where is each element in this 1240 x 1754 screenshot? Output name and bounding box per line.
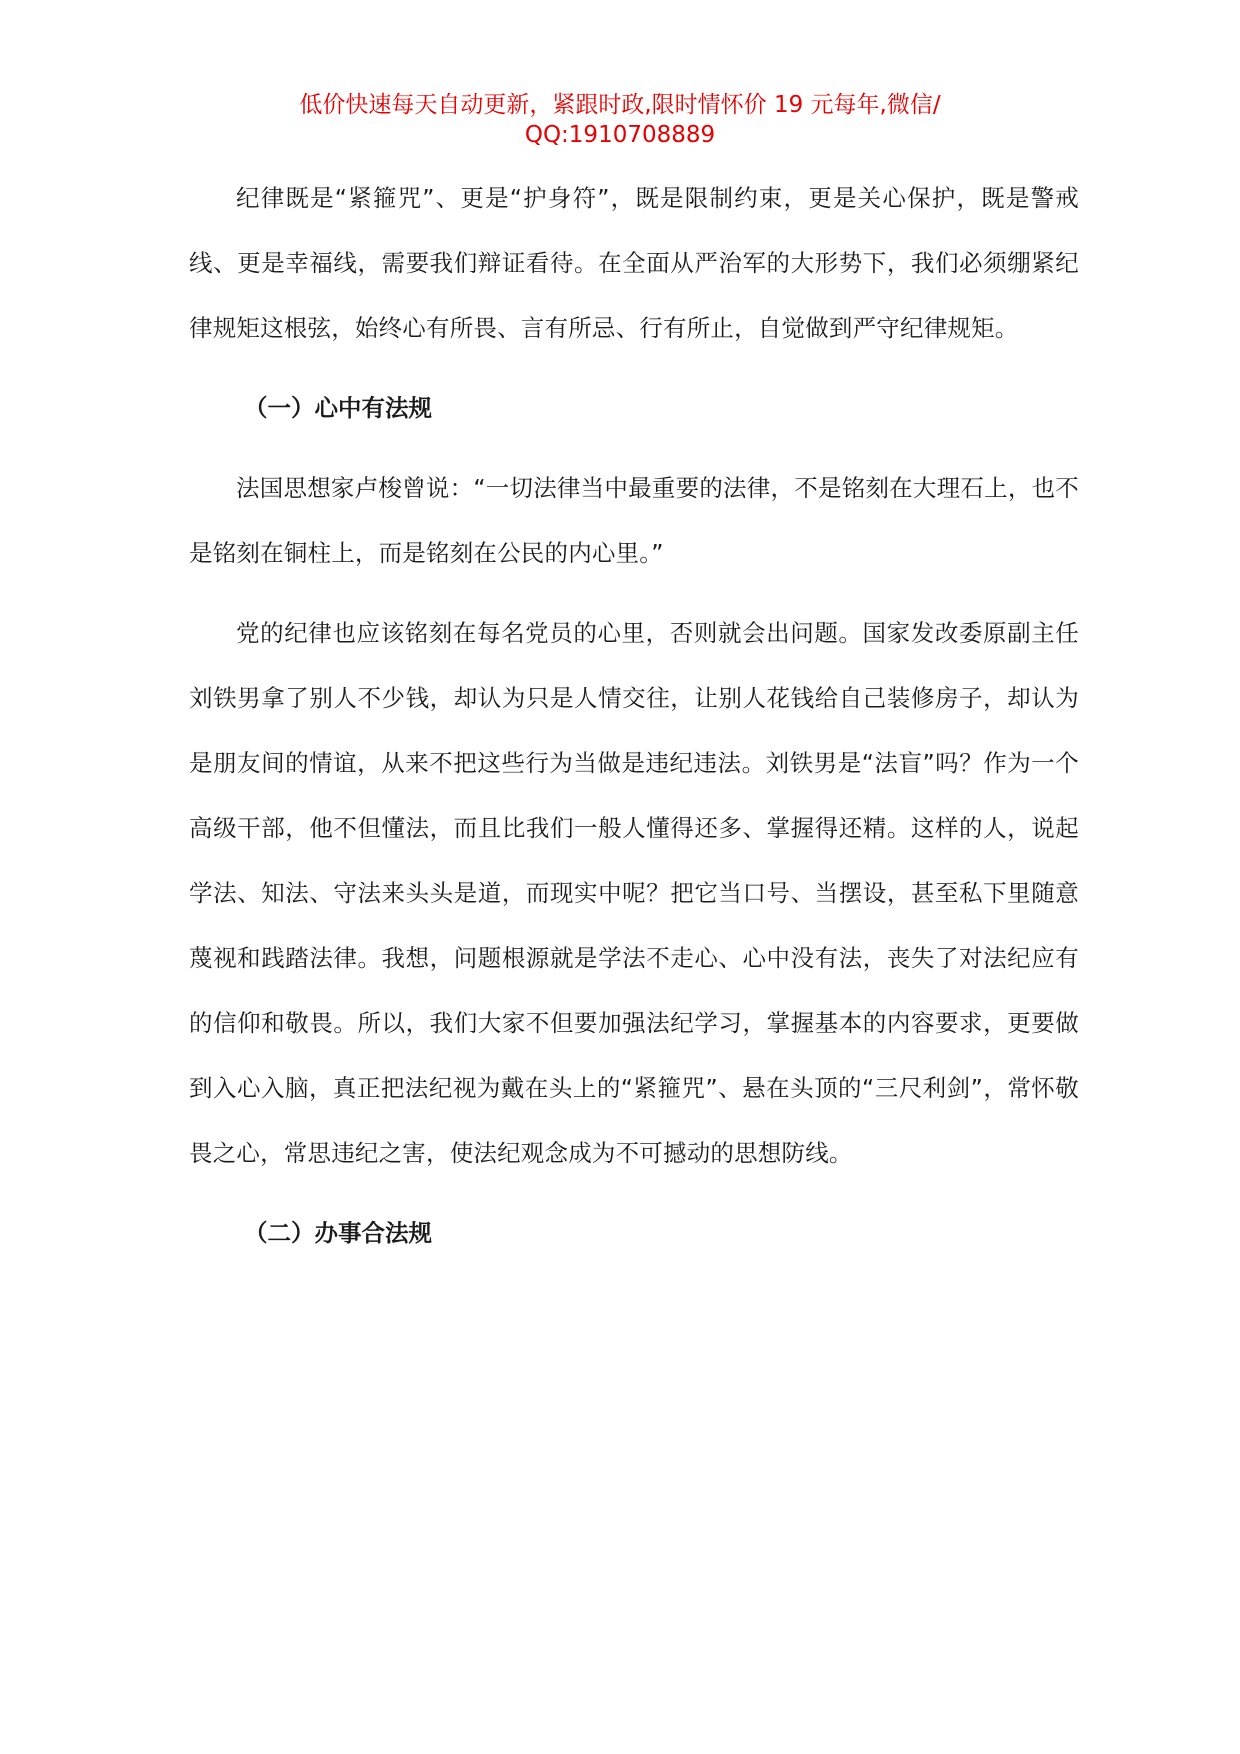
document-body <box>189 166 1079 1266</box>
intro-paragraph: 纪律既是“紧箍咒”、更是“护身符”，既是限制约束，更是关心保护，既是警戒线、更是幸福线，需要我们辩证看待。在全面从严治军的大形势下，我们必须绷紧纪律规矩这根弦，始终心有所畏、言有所忌、行有所止，自觉做到严守纪律规矩。 <box>189 184 1079 342</box>
section-1-paragraph-2: 党的纪律也应该铭刻在每名党员的心里，否则就会出问题。国家发改委原副主任刘铁男拿了别人不少钱，却认为只是人情交往，让别人花钱给自己装修房子，却认为是朋友间的情谊，从来不把这些行为当做是违纪违法。刘铁男是“法盲”吗？作为一个高级干部，他不但懂法，而且比我们一般人懂得还多、掌握得还精。这样的人，说起学法、知法、守法来头头是道，而现实中呢？把它当口号、当摆设，甚至私下里随意蔑视和践踏法律。我想，问题根源就是学法不走心、心中没有法，丧失了对法纪应有的信仰和敬畏。所以，我们大家不但要加强法纪学习，掌握基本的内容要求，更要做到入心入脑，真正把法纪视为戴在头上的“紧箍咒”、悬在头顶的“三尺利剑”，常怀敬畏之心，常思违纪之害，使法纪观念成为不可撼动的思想防线。 <box>189 619 1079 1167</box>
section-1-heading: （一）心中有法规 <box>244 394 432 422</box>
header-notice-line-1: 低价快速每天自动更新，紧跟时政,限时情怀价 19 元每年,微信/ <box>299 92 941 118</box>
section-1-paragraph-1: 法国思想家卢梭曾说：“一切法律当中最重要的法律，不是铭刻在大理石上，也不是铭刻在铜柱上，而是铭刻在公民的内心里。” <box>189 474 1079 567</box>
section-2-heading: （二）办事合法规 <box>244 1219 432 1247</box>
header-notice <box>220 90 1020 150</box>
header-notice-line-2: QQ:1910708889 <box>524 122 716 148</box>
